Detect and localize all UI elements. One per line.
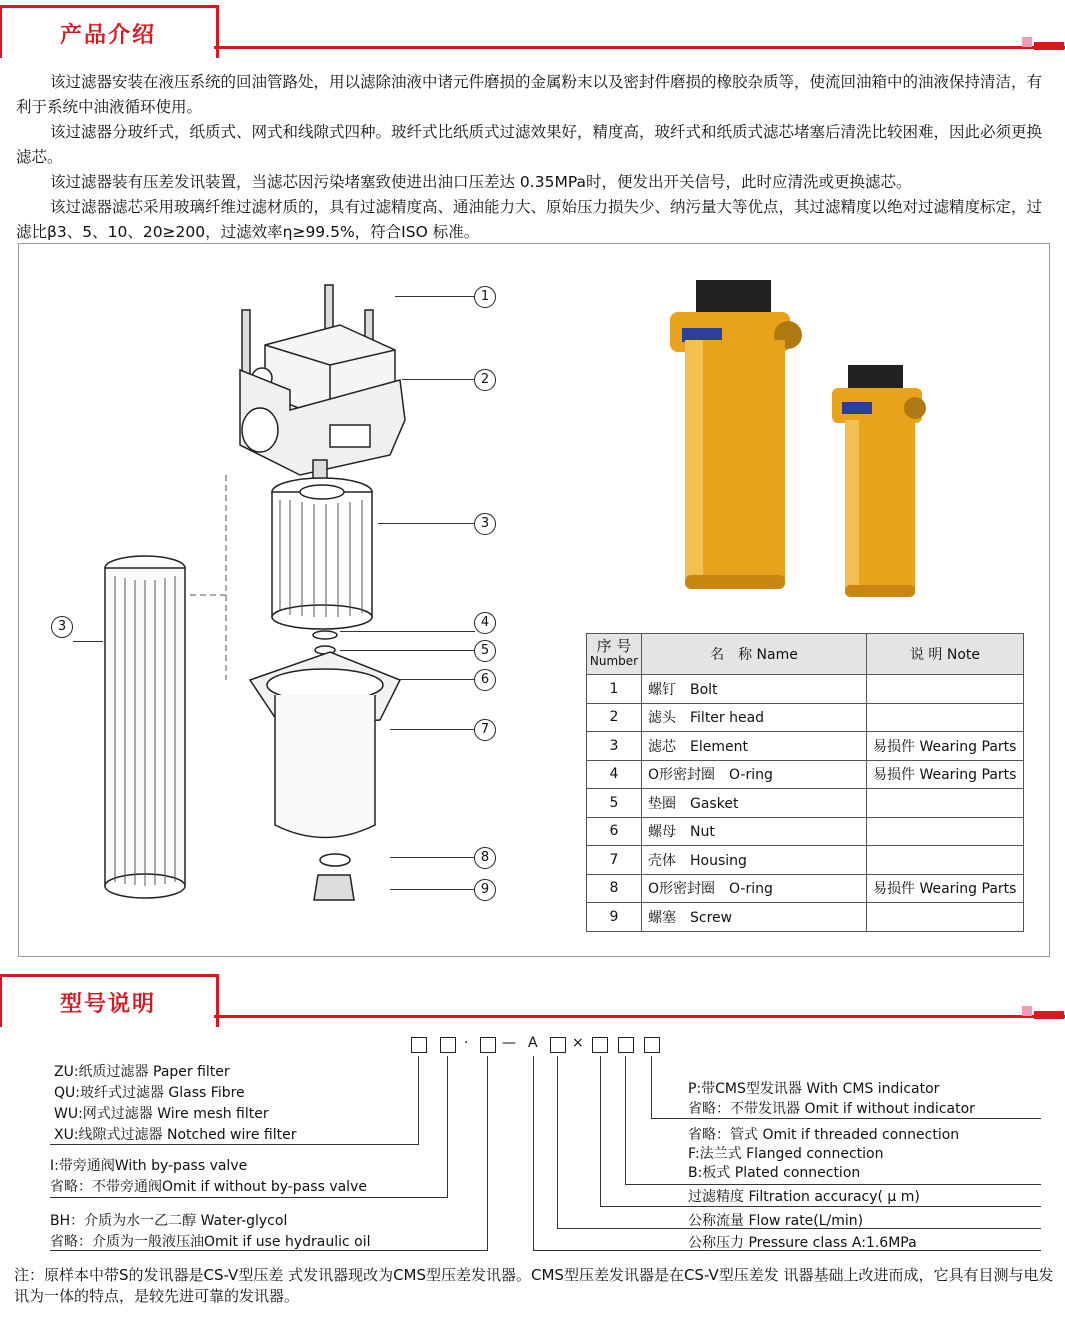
cell-name: 滤芯 Element: [642, 732, 867, 761]
table-row: [587, 760, 1024, 789]
table-row: [587, 874, 1024, 903]
bracket-line: [600, 1056, 601, 1206]
cell-name: 螺母 Nut: [642, 817, 867, 846]
cell-no: 7: [587, 846, 642, 875]
code-box: [618, 1037, 634, 1053]
section-header-model: [0, 974, 219, 1027]
flow-rate: 公称流量 Flow rate(L/min): [688, 1213, 864, 1229]
section-rule: [214, 1015, 1065, 1018]
intro-paragraph: 该过滤器分玻纤式，纸质式、网式和线隙式四种。玻纤式比纸质式过滤效果好，精度高，玻纤式和纸质式滤芯堵塞后清洗比较困难，因此必须更换滤芯。: [16, 123, 1043, 166]
callout-3-left: 3: [51, 616, 73, 638]
table-row: [587, 703, 1024, 732]
callout-5: 5: [474, 640, 496, 662]
code-dot: ·: [464, 1035, 469, 1051]
leader-line: [390, 889, 475, 890]
filtration-accuracy: 过滤精度 Filtration accuracy( μ m): [688, 1189, 920, 1205]
code-letter-a: A: [528, 1035, 538, 1051]
header-note: 说 明 Note: [867, 634, 1024, 675]
callout-7: 7: [474, 719, 496, 741]
section-title: 型号说明: [60, 992, 157, 1017]
leader-line: [73, 641, 103, 642]
cell-note: [867, 789, 1024, 818]
bracket-line: [625, 1184, 1041, 1185]
leader-line: [378, 523, 475, 524]
table-row: [587, 817, 1024, 846]
code-box: [480, 1037, 496, 1053]
bracket-line: [651, 1118, 1041, 1119]
cell-name: 螺钉 Bolt: [642, 675, 867, 704]
medium-option: BH：介质为水一乙二醇 Water-glycol: [50, 1213, 288, 1229]
connection-option: 省略：管式 Omit if threaded connection: [688, 1127, 960, 1143]
cell-note: [867, 817, 1024, 846]
cell-note: [867, 675, 1024, 704]
callout-2: 2: [474, 369, 496, 391]
table-row: [587, 846, 1024, 875]
bracket-line: [50, 1197, 448, 1198]
bracket-line: [533, 1056, 534, 1250]
callout-3: 3: [474, 513, 496, 535]
bracket-line: [50, 1144, 419, 1145]
model-type-option: XU:线隙式过滤器 Notched wire filter: [54, 1127, 297, 1143]
leader-line: [395, 296, 475, 297]
cell-no: 3: [587, 732, 642, 761]
model-type-option: QU:玻纤式过滤器 Glass Fibre: [54, 1085, 245, 1101]
exploded-view-drawing: [40, 270, 580, 930]
code-box: [411, 1037, 427, 1053]
cell-name: 壳体 Housing: [642, 846, 867, 875]
bracket-line: [447, 1056, 448, 1197]
bracket-line: [625, 1056, 626, 1184]
connection-option: F:法兰式 Flanged connection: [688, 1146, 884, 1162]
bracket-line: [418, 1056, 419, 1144]
cell-name: O形密封圈 O-ring: [642, 760, 867, 789]
callout-1: 1: [474, 286, 496, 308]
callout-8: 8: [474, 847, 496, 869]
header-number-zh: 序 号: [596, 637, 632, 655]
cell-note: [867, 703, 1024, 732]
cell-no: 2: [587, 703, 642, 732]
cell-name: 垫圈 Gasket: [642, 789, 867, 818]
cell-note: 易损件 Wearing Parts: [867, 732, 1024, 761]
footnote: 注：原样本中带S的发讯器是CS-V型压差 式发讯器现改为CMS型压差发讯器。CMS型压差发讯器是在CS-V型压差发 讯器基础上改进而成，它具有目测与电发讯为一体的特点，是较先进可靠的发讯器。: [14, 1266, 1054, 1305]
bypass-option: 省略：不带旁通阀Omit if without by-pass valve: [50, 1179, 367, 1195]
parts-table: [586, 633, 1024, 932]
bracket-line: [651, 1056, 652, 1118]
cell-note: [867, 846, 1024, 875]
section-rule: [214, 46, 1065, 49]
table-row: [587, 789, 1024, 818]
callout-9: 9: [474, 879, 496, 901]
model-type-option: ZU:纸质过滤器 Paper filter: [54, 1064, 230, 1080]
code-box: [550, 1037, 566, 1053]
table-row: [587, 675, 1024, 704]
header-name: 名 称 Name: [642, 634, 867, 675]
leader-line: [340, 650, 475, 651]
bypass-option: I:带旁通阀With by-pass valve: [50, 1158, 248, 1174]
cell-note: 易损件 Wearing Parts: [867, 760, 1024, 789]
intro-text: [16, 70, 1056, 245]
section-header-intro: [0, 5, 219, 58]
leader-line: [390, 857, 475, 858]
code-box: [440, 1037, 456, 1053]
callout-4: 4: [474, 612, 496, 634]
intro-paragraph: 该过滤器装有压差发讯装置，当滤芯因污染堵塞致使进出油口压差达 0.35MPa时，便发出开关信号，此时应清洗或更换滤芯。: [50, 173, 912, 191]
intro-paragraph: 该过滤器滤芯采用玻璃纤维过滤材质的，具有过滤精度高、通油能力大、原始压力损失少、纳污量大等优点，其过滤精度以绝对过滤精度标定，过滤比β3、5、10、20≥200，过滤效率η≥99.5%，符合ISO 标准。: [16, 198, 1043, 241]
code-dash: —: [502, 1035, 516, 1051]
cell-name: 滤头 Filter head: [642, 703, 867, 732]
leader-line: [340, 631, 475, 632]
code-times: ×: [572, 1035, 584, 1051]
section-title: 产品介绍: [60, 23, 157, 48]
medium-option: 省略：介质为一般液压油Omit if use hydraulic oil: [50, 1234, 371, 1250]
corner-mark-red: [1034, 42, 1064, 50]
bracket-line: [557, 1056, 558, 1228]
leader-line: [390, 729, 475, 730]
model-type-option: WU:网式过滤器 Wire mesh filter: [54, 1106, 269, 1122]
table-row: [587, 903, 1024, 932]
indicator-option: 省略：不带发讯器 Omit if without indicator: [688, 1101, 975, 1117]
cell-no: 4: [587, 760, 642, 789]
bracket-line: [487, 1056, 488, 1250]
code-box: [644, 1037, 660, 1053]
cell-name: O形密封圈 O-ring: [642, 874, 867, 903]
cell-no: 5: [587, 789, 642, 818]
header-number-en: Number: [589, 654, 639, 668]
product-illustration: [660, 280, 940, 610]
leader-line: [400, 679, 475, 680]
intro-paragraph: 该过滤器安装在液压系统的回油管路处，用以滤除油液中诸元件磨损的金属粉末以及密封件磨损的橡胶杂质等，使流回油箱中的油液保持清洁，有利于系统中油液循环使用。: [16, 73, 1043, 116]
leader-line: [402, 379, 475, 380]
code-box: [592, 1037, 608, 1053]
cell-note: 易损件 Wearing Parts: [867, 874, 1024, 903]
table-header-row: [587, 634, 1024, 675]
cell-note: [867, 903, 1024, 932]
cell-no: 9: [587, 903, 642, 932]
header-number: [587, 634, 642, 675]
cell-name: 螺塞 Screw: [642, 903, 867, 932]
corner-mark-pink: [1022, 1006, 1032, 1016]
cell-no: 8: [587, 874, 642, 903]
pressure-class: 公称压力 Pressure class A:1.6MPa: [688, 1235, 917, 1251]
callout-6: 6: [474, 669, 496, 691]
table-row: [587, 732, 1024, 761]
connection-option: B:板式 Plated connection: [688, 1165, 861, 1181]
cell-no: 1: [587, 675, 642, 704]
bracket-line: [600, 1206, 1041, 1207]
cell-no: 6: [587, 817, 642, 846]
indicator-option: P:带CMS型发讯器 With CMS indicator: [688, 1081, 940, 1097]
corner-mark-pink: [1022, 37, 1032, 47]
corner-mark-red: [1034, 1011, 1064, 1019]
